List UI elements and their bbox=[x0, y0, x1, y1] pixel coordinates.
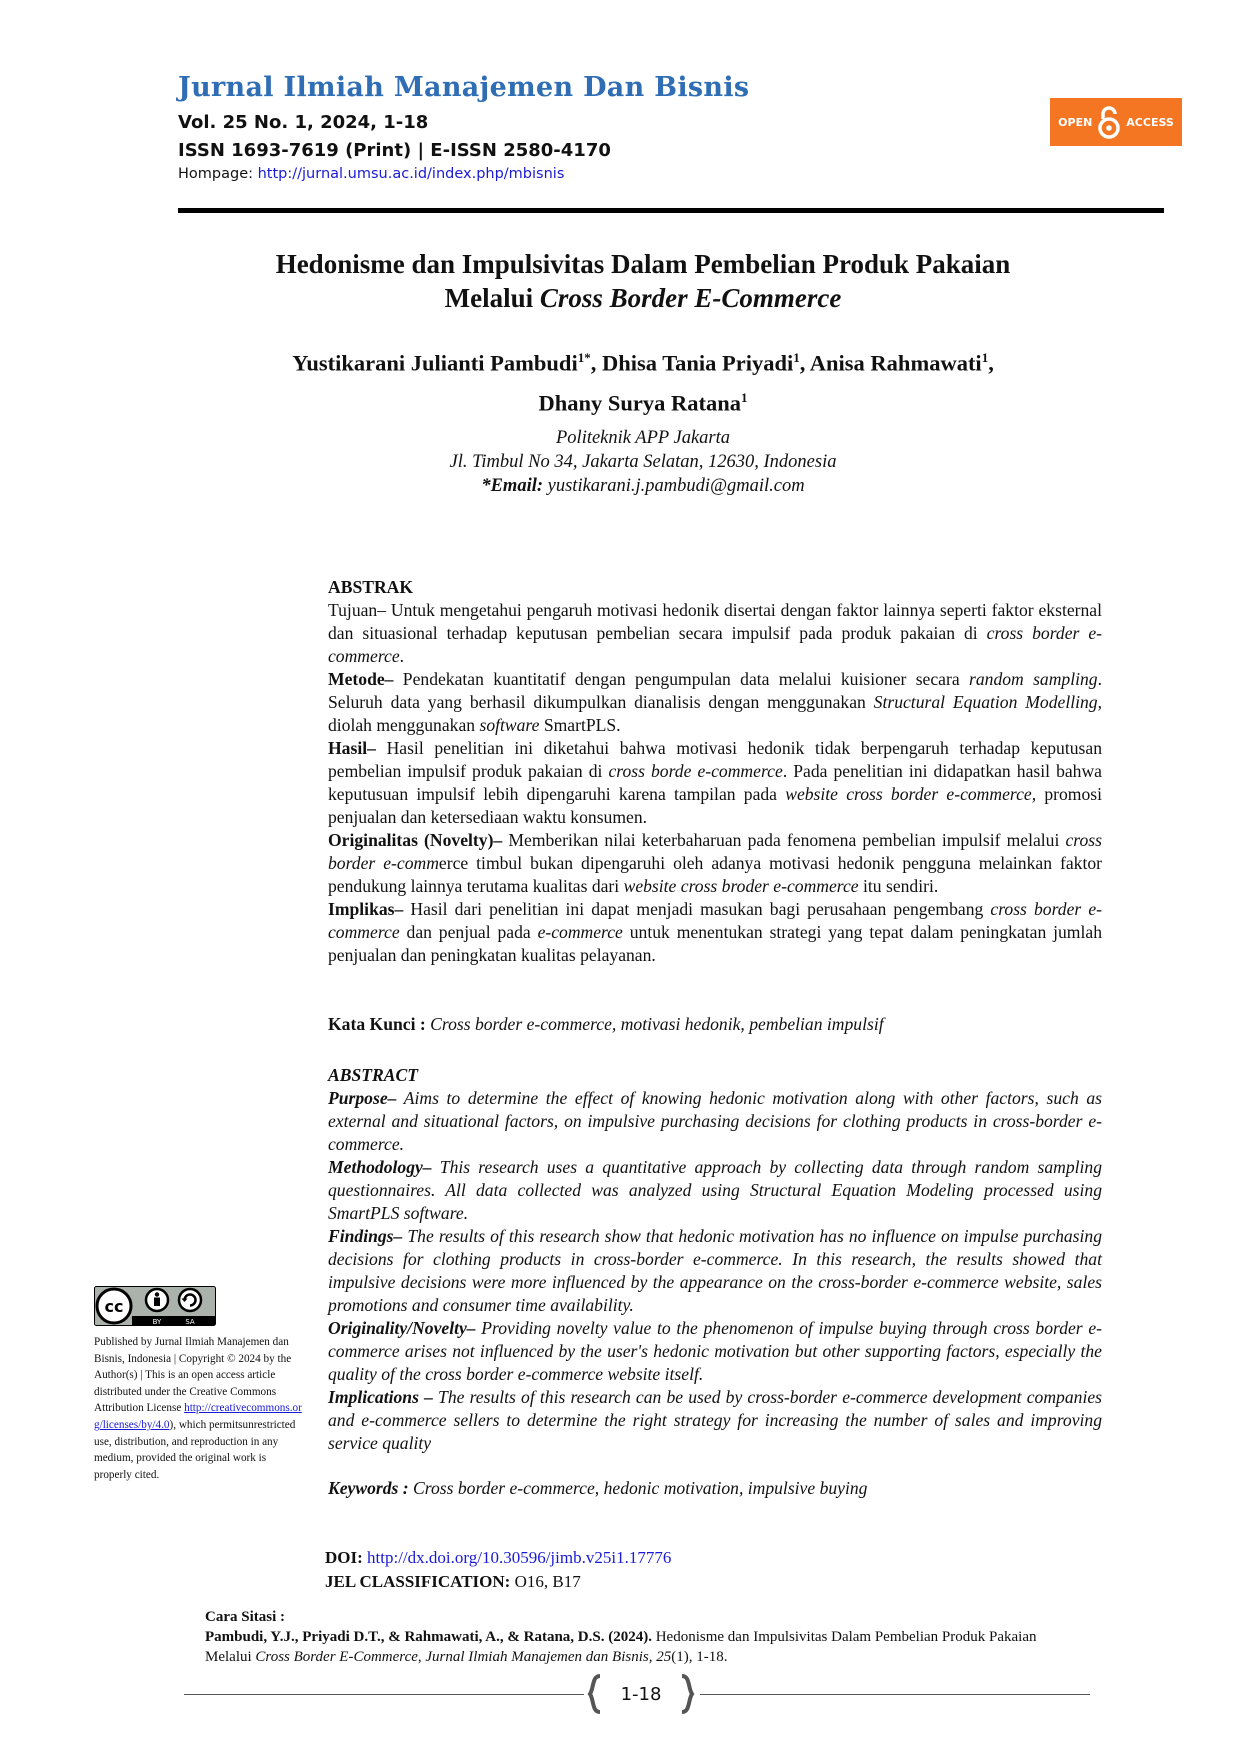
metode-italic-2: Structural Equation Modelling bbox=[873, 692, 1098, 712]
citation-italic-1: Cross Border E-Commerce bbox=[255, 1649, 418, 1665]
hasil-text-2: . Pada penelitian ini didapatkan hasil bahwa keputusuan impulsif lebih dipengaruhi karena tampilan pada bbox=[328, 761, 1102, 804]
citation-block bbox=[205, 1607, 1085, 1667]
metode-text-4: SmartPLS. bbox=[539, 715, 621, 735]
title-line-1: Hedonisme dan Impulsivitas Dalam Pembelian Produk Pakaian bbox=[275, 249, 1011, 279]
hasil-italic-2: website cross border e-commerce, bbox=[785, 784, 1037, 804]
tujuan-italic: cross border e-commerce bbox=[328, 623, 1102, 666]
page-number-box bbox=[586, 1674, 696, 1714]
footer-rule-left bbox=[184, 1694, 584, 1695]
author-line-2 bbox=[178, 381, 1108, 421]
originalitas-text-3: itu sendiri. bbox=[858, 876, 939, 896]
affiliation bbox=[178, 426, 1108, 498]
findings-label: Findings– bbox=[328, 1226, 403, 1246]
author-3-tail: , bbox=[988, 350, 994, 376]
author-list bbox=[178, 341, 1108, 420]
originalitas-text-2: erce timbul bukan dipengaruhi oleh adanya motivasi hedonik pengguna melainkan faktor pendukung lainnya terutama kualitas dari bbox=[328, 853, 1102, 896]
email-value: yustikarani.j.pambudi@gmail.com bbox=[543, 476, 805, 496]
author-4-sup: 1 bbox=[741, 389, 748, 405]
article-title bbox=[178, 247, 1108, 315]
jel-value: O16, B17 bbox=[510, 1572, 581, 1591]
author-2-sup: 1 bbox=[793, 350, 800, 365]
doi-line bbox=[325, 1546, 671, 1570]
tujuan-label: Tujuan bbox=[328, 600, 378, 620]
journal-volume: Vol. 25 No. 1, 2024, 1-18 bbox=[178, 112, 429, 133]
originality-label: Originality/Novelty– bbox=[328, 1318, 476, 1338]
author-1: Yustikarani Julianti Pambudi bbox=[292, 350, 578, 376]
purpose-text: Aims to determine the effect of knowing hedonic motivation along with other factors, such as external and situational factors, on impulsive purchasing decisions for clothing products in cross-border e-commerce. bbox=[328, 1088, 1102, 1154]
author-1-sup: 1* bbox=[577, 350, 591, 365]
citation-text-3: (1), 1-18. bbox=[671, 1649, 728, 1665]
title-line-2-plain: Melalui bbox=[444, 283, 540, 313]
implications-label: Implications – bbox=[328, 1387, 433, 1407]
title-line-2 bbox=[178, 281, 1108, 315]
kata-kunci bbox=[328, 1013, 1102, 1036]
metode-text-2: . Seluruh data yang berhasil dikumpulkan dianalisis dengan menggunakan bbox=[328, 669, 1103, 712]
abstract-originality bbox=[328, 1317, 1102, 1386]
open-access-left-text: OPEN bbox=[1058, 115, 1093, 129]
abstrak-originalitas bbox=[328, 829, 1102, 898]
header-rule bbox=[178, 208, 1164, 213]
svg-text:cc: cc bbox=[104, 1297, 124, 1316]
methodology-label: Methodology– bbox=[328, 1157, 432, 1177]
originalitas-text-1: Memberikan nilai keterbaharuan pada fenomena pembelian impulsif melalui bbox=[502, 830, 1066, 850]
metode-text-1: Pendekatan kuantitatif dengan pengumpulan data melalui kuisioner secara bbox=[393, 669, 969, 689]
journal-issn: ISSN 1693-7619 (Print) | E-ISSN 2580-4170 bbox=[178, 140, 611, 161]
abstract-implications bbox=[328, 1386, 1102, 1455]
metode-italic-3: software bbox=[479, 715, 540, 735]
citation-text-2: , bbox=[417, 1649, 426, 1665]
doi-label: DOI: bbox=[325, 1548, 363, 1567]
journal-title: Jurnal Ilmiah Manajemen Dan Bisnis bbox=[178, 72, 750, 103]
hasil-text-3: promosi penjualan dan ketersediaan waktu konsumen. bbox=[328, 784, 1103, 827]
author-2: , Dhisa Tania Priyadi bbox=[590, 350, 794, 376]
metode-label: Metode– bbox=[328, 669, 394, 689]
license-text-1: Published by Jurnal Ilmiah Manajemen dan Bisnis, Indonesia | Copyright © 2024 by the Author(s) | This is an open access article distributed under the Creative Commons Attribution License bbox=[94, 1336, 292, 1415]
title-line-2-italic: Cross Border E-Commerce bbox=[539, 283, 842, 313]
jel-line bbox=[325, 1570, 671, 1594]
kata-kunci-label: Kata Kunci : bbox=[328, 1014, 426, 1034]
implikasi-text-3: untuk menentukan strategi yang tepat dalam peningkatan jumlah penjualan dan peningkatan kualitas pelayanan. bbox=[328, 922, 1102, 965]
abstract-methodology bbox=[328, 1156, 1102, 1225]
implikasi-text-2: dan penjual pada bbox=[399, 922, 538, 942]
metode-italic-1: random sampling bbox=[969, 669, 1098, 689]
jel-label: JEL CLASSIFICATION: bbox=[325, 1572, 511, 1591]
abstrak-section bbox=[328, 576, 1102, 967]
affiliation-institution: Politeknik APP Jakarta bbox=[556, 428, 730, 448]
license-note bbox=[94, 1334, 306, 1483]
abstrak-hasil bbox=[328, 737, 1102, 829]
hasil-text-1: Hasil penelitian ini diketahui bahwa motivasi hedonik tidak berpengaruh terhadap keputusan pembelian impulsif produk pakaian di bbox=[328, 738, 1102, 781]
page-number: 1-18 bbox=[620, 1683, 662, 1705]
abstrak-implikasi bbox=[328, 898, 1102, 967]
abstrak-heading: ABSTRAK bbox=[328, 577, 414, 597]
metode-text-3: , diolah menggunakan bbox=[328, 692, 1102, 735]
license-link[interactable]: http://creativecommons.org/licenses/by/4.0 bbox=[94, 1402, 302, 1431]
affiliation-email bbox=[178, 474, 1108, 498]
keywords-value: Cross border e-commerce, hedonic motivation, impulsive buying bbox=[408, 1478, 868, 1498]
originality-text: Providing novelty value to the phenomenon of impulse buying through cross border e-commerce arises not influenced by the user's hedonic motivation but other supporting factors, especially the quality of the cross border e-commerce website itself. bbox=[328, 1318, 1102, 1384]
doi-block bbox=[325, 1546, 671, 1594]
methodology-text: This research uses a quantitative approach by collecting data through random sampling questionnaires. All data collected was analyzed using Structural Equation Modeling processed using SmartPLS software. bbox=[328, 1157, 1102, 1223]
tujuan-text: – Untuk mengetahui pengaruh motivasi hedonik disertai dengan faktor lainnya seperti faktor eksternal dan situasional terhadap keputusan pembelian secara impulsif pada produk pakaian di bbox=[328, 600, 1102, 643]
tujuan-end: . bbox=[399, 646, 405, 666]
homepage-link[interactable]: http://jurnal.umsu.ac.id/index.php/mbisnis bbox=[257, 166, 565, 182]
citation-text bbox=[205, 1627, 1085, 1667]
open-lock-icon bbox=[1096, 105, 1122, 139]
license-text-2: ), which permitsunrestricted use, distribution, and reproduction in any medium, provided the original work is properly cited. bbox=[94, 1418, 296, 1481]
author-4: Dhany Surya Ratana bbox=[538, 390, 742, 415]
open-access-right-text: ACCESS bbox=[1126, 115, 1174, 129]
cc-sa-label: SA bbox=[185, 1318, 195, 1326]
footer-rule-right bbox=[700, 1694, 1090, 1695]
originalitas-italic-2: website cross broder e-commerce bbox=[623, 876, 859, 896]
abstract-findings bbox=[328, 1225, 1102, 1317]
implikasi-label: Implikas– bbox=[328, 899, 404, 919]
hasil-label: Hasil– bbox=[328, 738, 376, 758]
cc-by-label: BY bbox=[152, 1318, 162, 1326]
abstrak-tujuan bbox=[328, 599, 1102, 668]
kata-kunci-value: Cross border e-commerce, motivasi hedonik, pembelian impulsif bbox=[425, 1014, 884, 1034]
affiliation-address: Jl. Timbul No 34, Jakarta Selatan, 12630, Indonesia bbox=[449, 452, 837, 472]
author-3: , Anisa Rahmawati bbox=[799, 350, 982, 376]
doi-link[interactable]: http://dx.doi.org/10.30596/jimb.v25i1.17776 bbox=[362, 1548, 672, 1567]
author-line-1 bbox=[178, 341, 1108, 381]
keywords-label: Keywords : bbox=[328, 1478, 409, 1498]
keywords bbox=[328, 1477, 1102, 1500]
implikasi-italic-1: cross border e-commerce bbox=[328, 899, 1102, 942]
implications-text: The results of this research can be used by cross-border e-commerce development companies and e-commerce sellers to determine the right strategy for increasing the number of sales and improving service quality bbox=[328, 1387, 1102, 1453]
implikasi-italic-2: e-commerce bbox=[537, 922, 623, 942]
citation-authors: Pambudi, Y.J., Priyadi D.T., & Rahmawati, A., & Ratana, D.S. (2024). bbox=[205, 1629, 652, 1645]
homepage-label: Hompage: bbox=[178, 166, 258, 182]
implikasi-text-1: Hasil dari penelitian ini dapat menjadi masukan bagi perusahaan pengembang bbox=[403, 899, 991, 919]
journal-homepage bbox=[178, 166, 564, 182]
originalitas-italic-1: cross border e-comm bbox=[328, 830, 1102, 873]
email-label: *Email: bbox=[481, 476, 544, 496]
hasil-italic-1: cross borde e-commerce bbox=[608, 761, 783, 781]
cc-by-sa-icon bbox=[94, 1286, 216, 1326]
abstract-heading: ABSTRACT bbox=[328, 1065, 418, 1085]
citation-heading: Cara Sitasi : bbox=[205, 1609, 285, 1625]
citation-italic-2: Jurnal Ilmiah Manajemen dan Bisnis, 25 bbox=[425, 1649, 672, 1665]
abstrak-metode bbox=[328, 668, 1102, 737]
author-3-sup: 1 bbox=[981, 350, 989, 365]
originalitas-label: Originalitas (Novelty)– bbox=[328, 830, 503, 850]
abstract-purpose bbox=[328, 1087, 1102, 1156]
open-access-badge bbox=[1050, 98, 1182, 146]
citation-text-1: Hedonisme dan Impulsivitas Dalam Pembelian Produk Pakaian Melalui bbox=[205, 1629, 1037, 1665]
findings-text: The results of this research show that hedonic motivation has no influence on impulse purchasing decisions for clothing products in cross-border e-commerce. In this research, the results showed that impulsive decisions were more influenced by the appearance on the cross-border e-commerce website, sales promotions and consumer time availability. bbox=[328, 1226, 1102, 1315]
purpose-label: Purpose– bbox=[328, 1088, 397, 1108]
abstract-section bbox=[328, 1064, 1102, 1455]
